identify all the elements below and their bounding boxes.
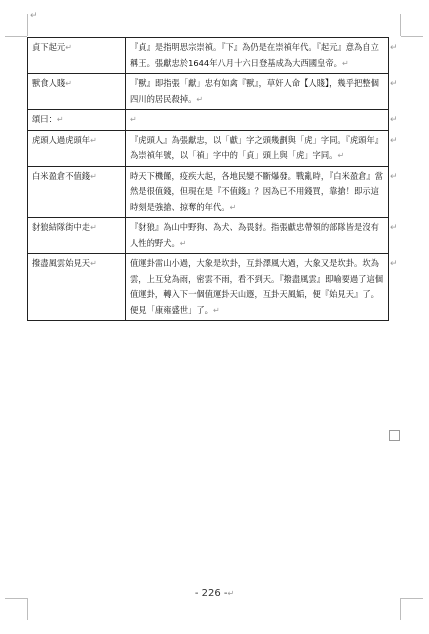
term-text: 貞下起元 <box>32 42 66 52</box>
row-end-mark-icon: ↵ <box>390 43 398 53</box>
crop-mark-bottom-right-v <box>400 598 401 620</box>
term-cell[interactable] <box>28 218 126 254</box>
cell-end-mark-icon: ↵ <box>229 202 237 212</box>
term-text: 豺狼結隊街中走 <box>32 222 91 232</box>
paragraph-mark-icon: ↵ <box>30 11 38 21</box>
cell-end-mark-icon: ↵ <box>90 259 97 268</box>
crop-mark-top-left-v <box>27 14 28 36</box>
table-row <box>28 74 389 110</box>
page-number-text: - 226 - <box>194 588 228 599</box>
definition-text: 『虎頭人』為張獻忠，以「獻」字之頭幾劃與「虎」字同。『虎頭年』為崇禎年號，以「禎」字中的「貞」頭上與「虎」字同。 <box>130 134 384 160</box>
definition-text: 值運卦雷山小過，大象是坎卦，互卦澤風大過，大象又是坎卦。坎為雲，上互兌為雨，密雲不雨，看不到天。『撥盡風雲』即喻要過了這個值運卦，轉入下一個值運卦天山遯，互卦天風姤，便『始見天』了。便見「康雍盛世」了。 <box>130 258 384 315</box>
term-text: 白米盈倉不值錢 <box>32 170 91 181</box>
definition-cell[interactable] <box>126 254 389 321</box>
page-number <box>0 588 429 599</box>
row-end-mark-icon: ↵ <box>390 136 398 146</box>
table-row <box>28 130 389 166</box>
cell-end-mark-icon: ↵ <box>196 94 204 104</box>
crop-mark-top-left-h <box>5 36 27 37</box>
cell-end-mark-icon: ↵ <box>90 223 97 232</box>
crop-mark-top-right-v <box>400 14 401 36</box>
table-row <box>28 254 389 321</box>
cell-end-mark-icon: ↵ <box>65 43 72 52</box>
term-text: 虎頭人過虎頭年 <box>32 134 91 145</box>
definition-text: 『豺狼』為山中野狗、為犬、為畏豺。指張獻忠帶領的部隊皆是沒有人性的野犬。 <box>130 222 379 248</box>
definition-text: 『貞』是指明思宗崇禎。『下』為仍是在崇禎年代。『起元』意為自立稱王。張獻忠於1644年八月十六日登基成為大西國皇帝。 <box>130 42 379 68</box>
table-row <box>28 38 389 74</box>
cell-end-mark-icon: ↵ <box>179 238 187 248</box>
table-row <box>28 218 389 254</box>
cell-end-mark-icon: ↵ <box>65 79 72 88</box>
cell-end-mark-icon: ↵ <box>90 171 97 181</box>
cell-end-mark-icon: ↵ <box>337 151 345 160</box>
paragraph-mark-icon: ↵ <box>227 589 235 598</box>
row-end-mark-icon: ↵ <box>390 115 398 125</box>
term-text: 獸食人賤 <box>32 78 66 88</box>
crop-mark-bottom-left-v <box>27 598 28 620</box>
term-cell[interactable] <box>28 254 126 321</box>
term-cell[interactable] <box>28 166 126 218</box>
row-end-mark-icon: ↵ <box>390 172 398 182</box>
crop-mark-top-right-h <box>401 36 423 37</box>
term-text: 頌曰： <box>32 114 57 124</box>
definition-text: 時天下機饉，疫疾大起，各地民變不斷爆發。戰亂時，『白米盈倉』當然是很值錢，但現在是『不值錢』？因為已不用錢買，靠搶！即示這時刻是強搶、掠奪的年代。 <box>130 170 384 212</box>
term-text: 撥盡風雲始見天 <box>32 258 91 268</box>
definition-cell[interactable] <box>126 218 389 254</box>
cell-end-mark-icon: ↵ <box>212 305 220 315</box>
definition-cell[interactable] <box>126 74 389 110</box>
term-cell[interactable] <box>28 130 126 166</box>
term-cell[interactable] <box>28 110 126 131</box>
term-cell[interactable] <box>28 74 126 110</box>
row-end-mark-icon: ↵ <box>390 259 398 269</box>
term-cell[interactable] <box>28 38 126 74</box>
row-end-mark-icon: ↵ <box>390 223 398 233</box>
row-end-mark-icon: ↵ <box>390 79 398 89</box>
definition-cell[interactable] <box>126 166 389 218</box>
table-end-handle-icon[interactable] <box>389 430 400 441</box>
cell-end-mark-icon: ↵ <box>130 115 137 124</box>
table-row <box>28 166 389 218</box>
definition-cell[interactable] <box>126 110 389 131</box>
definition-cell[interactable] <box>126 130 389 166</box>
definition-text: 『獸』即指張「獻」忠有如禽『獸』，草奸人命【人賤】，幾乎把整個四川的居民殺掉。 <box>130 78 379 104</box>
definition-cell[interactable] <box>126 38 389 74</box>
cell-end-mark-icon: ↵ <box>90 135 97 145</box>
cell-end-mark-icon: ↵ <box>341 58 349 68</box>
cell-end-mark-icon: ↵ <box>56 115 64 124</box>
table-row <box>28 110 389 131</box>
content-table <box>27 37 389 321</box>
